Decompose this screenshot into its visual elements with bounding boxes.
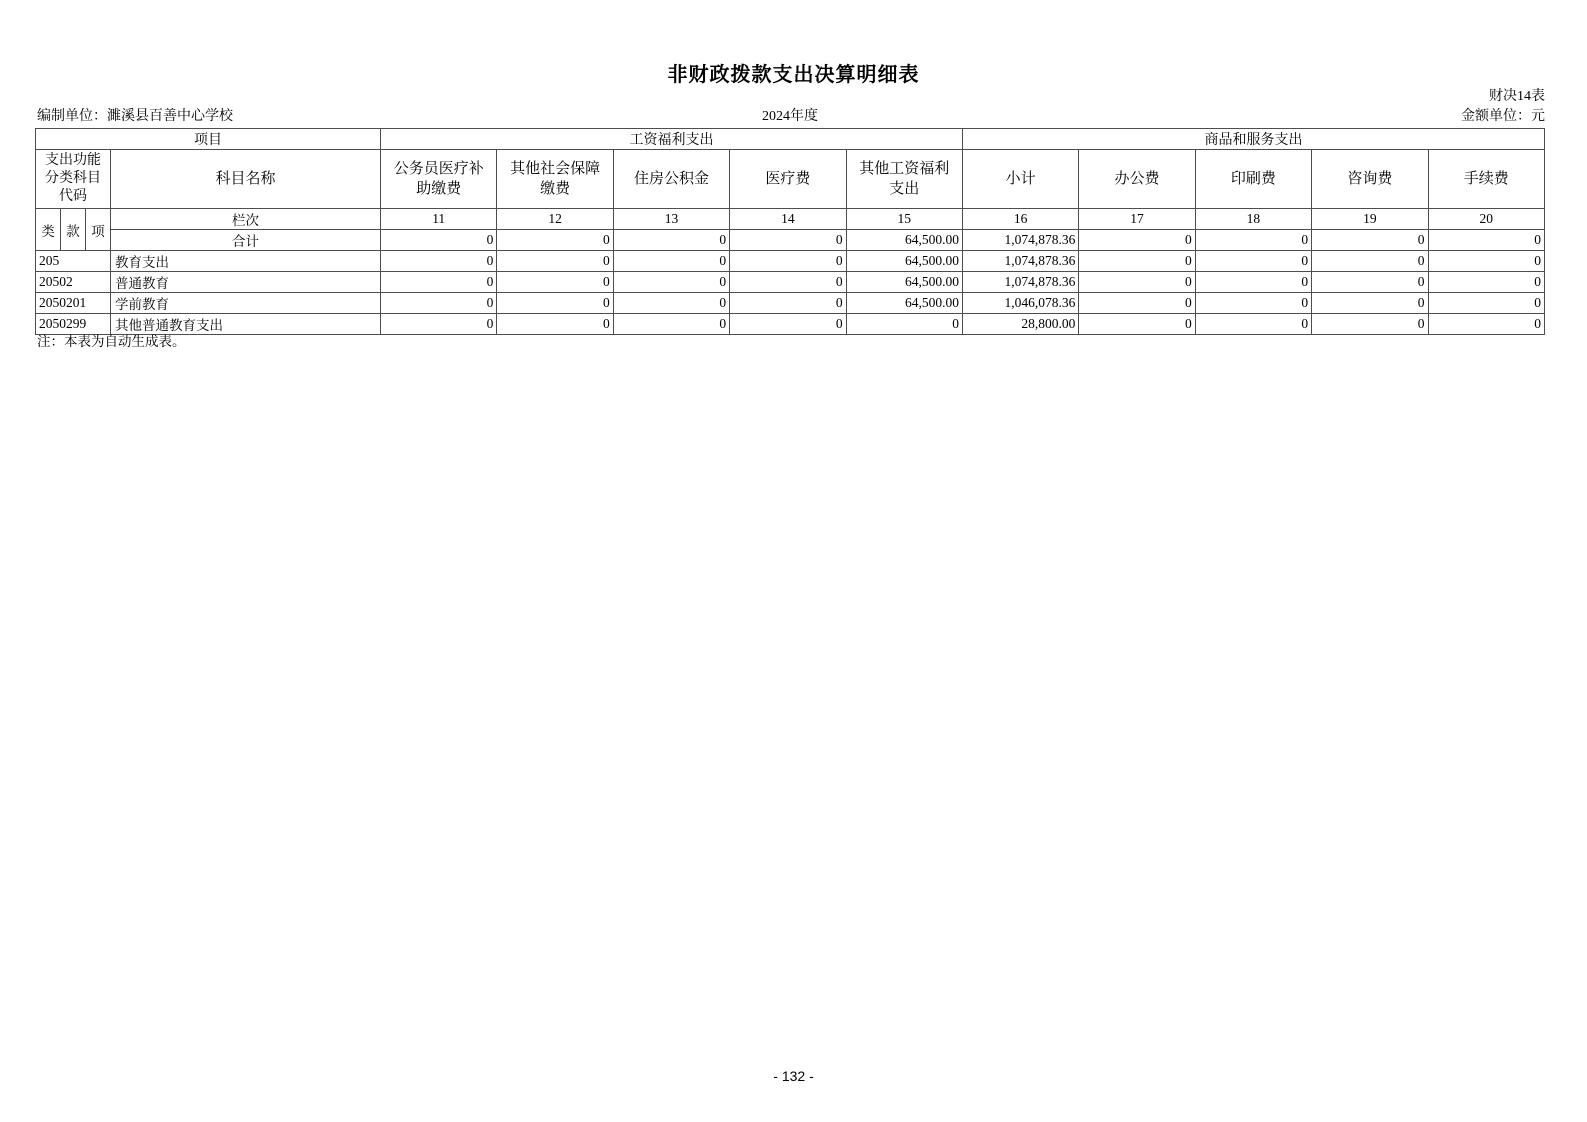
column-header-code: 支出功能分类科目代码 — [36, 150, 111, 209]
column-header-15: 其他工资福利支出 — [846, 150, 962, 209]
table-row — [36, 251, 1545, 272]
value-cell: 0 — [1428, 293, 1544, 314]
value-cell: 0 — [381, 293, 497, 314]
value-cell: 0 — [1312, 230, 1428, 251]
value-cell: 64,500.00 — [846, 230, 962, 251]
value-cell: 0 — [1079, 230, 1195, 251]
value-cell: 0 — [1428, 251, 1544, 272]
code-cell: 205 — [36, 251, 111, 272]
name-cell: 普通教育 — [111, 272, 381, 293]
value-cell: 0 — [730, 293, 846, 314]
value-cell: 1,074,878.36 — [962, 272, 1078, 293]
form-code: 财决14表 — [1489, 89, 1545, 104]
value-cell: 0 — [497, 314, 613, 335]
value-cell: 0 — [497, 293, 613, 314]
lanci-label: 栏次 — [111, 209, 381, 230]
value-cell: 0 — [1428, 272, 1544, 293]
code-cell: 20502 — [36, 272, 111, 293]
value-cell: 0 — [381, 272, 497, 293]
page-number: - 132 - — [773, 1068, 814, 1084]
group-header-goods-services: 商品和服务支出 — [962, 129, 1544, 150]
value-cell: 0 — [1195, 251, 1311, 272]
info-row — [35, 105, 1545, 123]
column-number: 12 — [497, 209, 613, 230]
value-cell: 0 — [1079, 251, 1195, 272]
column-header-19: 咨询费 — [1312, 150, 1428, 209]
column-header-17: 办公费 — [1079, 150, 1195, 209]
value-cell: 0 — [1079, 272, 1195, 293]
value-cell: 0 — [1428, 230, 1544, 251]
column-header-14: 医疗费 — [730, 150, 846, 209]
group-header-project: 项目 — [36, 129, 381, 150]
value-cell: 64,500.00 — [846, 293, 962, 314]
column-number: 18 — [1195, 209, 1311, 230]
value-cell: 0 — [730, 314, 846, 335]
value-cell: 0 — [1428, 314, 1544, 335]
value-cell: 0 — [613, 230, 729, 251]
value-cell: 0 — [1312, 251, 1428, 272]
column-header-11: 公务员医疗补助缴费 — [381, 150, 497, 209]
name-cell: 教育支出 — [111, 251, 381, 272]
value-cell: 0 — [613, 251, 729, 272]
value-cell: 0 — [497, 272, 613, 293]
value-cell: 0 — [497, 251, 613, 272]
table-row — [36, 293, 1545, 314]
value-cell: 0 — [1312, 314, 1428, 335]
group-header-row — [36, 129, 1545, 150]
value-cell: 0 — [381, 230, 497, 251]
column-number: 16 — [962, 209, 1078, 230]
column-number-row — [36, 209, 1545, 230]
column-number: 15 — [846, 209, 962, 230]
column-header-16: 小计 — [962, 150, 1078, 209]
total-row — [36, 230, 1545, 251]
group-header-wage-welfare: 工资福利支出 — [381, 129, 963, 150]
value-cell: 0 — [1079, 314, 1195, 335]
value-cell: 64,500.00 — [846, 251, 962, 272]
value-cell: 0 — [497, 230, 613, 251]
column-header-row — [36, 150, 1545, 209]
column-header-18: 印刷费 — [1195, 150, 1311, 209]
column-number: 13 — [613, 209, 729, 230]
name-cell: 其他普通教育支出 — [111, 314, 381, 335]
prepared-by-value: 濉溪县百善中心学校 — [107, 109, 233, 124]
value-cell: 0 — [613, 293, 729, 314]
sub-header-item: 项 — [86, 209, 111, 251]
column-header-12: 其他社会保障缴费 — [497, 150, 613, 209]
value-cell: 0 — [730, 230, 846, 251]
page-title: 非财政拨款支出决算明细表 — [667, 64, 920, 86]
table-row — [36, 272, 1545, 293]
value-cell: 0 — [613, 314, 729, 335]
total-label: 合计 — [111, 230, 381, 251]
prepared-by-label: 编制单位： — [37, 109, 107, 124]
sub-header-class: 类 — [36, 209, 61, 251]
column-number: 20 — [1428, 209, 1544, 230]
amount-unit-label: 金额单位： — [1461, 109, 1531, 124]
name-cell: 学前教育 — [111, 293, 381, 314]
column-number: 11 — [381, 209, 497, 230]
column-number: 17 — [1079, 209, 1195, 230]
code-cell: 2050201 — [36, 293, 111, 314]
value-cell: 0 — [1195, 230, 1311, 251]
value-cell: 1,074,878.36 — [962, 230, 1078, 251]
value-cell: 0 — [846, 314, 962, 335]
column-header-20: 手续费 — [1428, 150, 1544, 209]
value-cell: 0 — [1195, 272, 1311, 293]
value-cell: 28,800.00 — [962, 314, 1078, 335]
value-cell: 0 — [730, 272, 846, 293]
fiscal-year: 2024年度 — [762, 109, 818, 124]
code-cell: 2050299 — [36, 314, 111, 335]
sub-header-section: 款 — [61, 209, 86, 251]
value-cell: 0 — [613, 272, 729, 293]
column-header-name: 科目名称 — [111, 150, 381, 209]
value-cell: 0 — [730, 251, 846, 272]
column-number: 14 — [730, 209, 846, 230]
value-cell: 1,074,878.36 — [962, 251, 1078, 272]
value-cell: 0 — [1079, 293, 1195, 314]
report-table — [35, 128, 1545, 335]
column-header-13: 住房公积金 — [613, 150, 729, 209]
value-cell: 0 — [381, 251, 497, 272]
value-cell: 1,046,078.36 — [962, 293, 1078, 314]
value-cell: 0 — [1312, 272, 1428, 293]
value-cell: 0 — [1312, 293, 1428, 314]
table-row — [36, 314, 1545, 335]
value-cell: 0 — [1195, 314, 1311, 335]
value-cell: 0 — [381, 314, 497, 335]
amount-unit-value: 元 — [1531, 109, 1545, 124]
value-cell: 0 — [1195, 293, 1311, 314]
amount-unit — [1461, 105, 1545, 125]
column-number: 19 — [1312, 209, 1428, 230]
footnote: 注：本表为自动生成表。 — [37, 334, 186, 349]
value-cell: 64,500.00 — [846, 272, 962, 293]
